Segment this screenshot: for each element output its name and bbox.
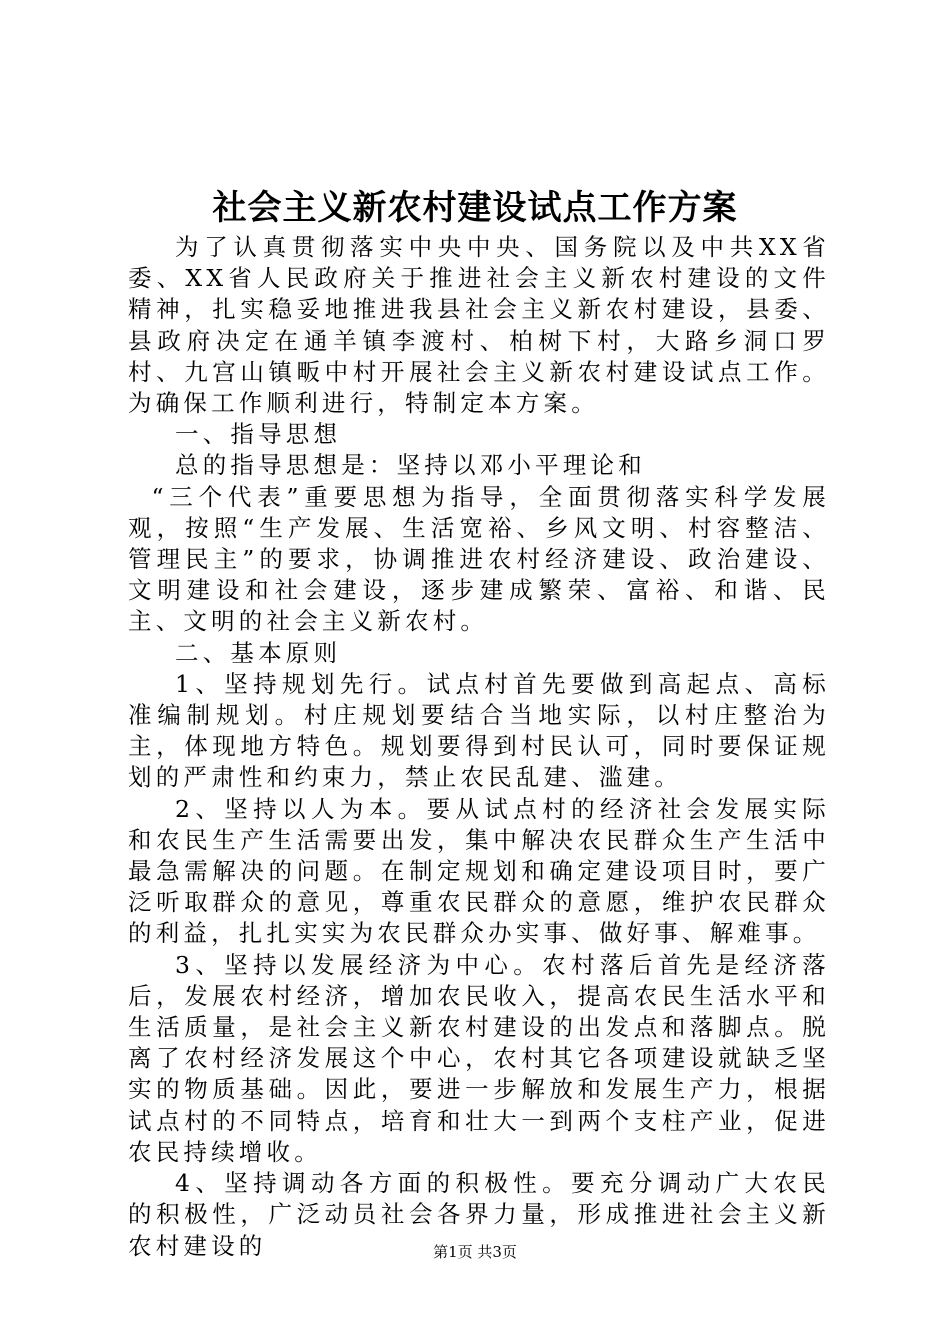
heading-basic-principles: 二、基本原则 xyxy=(175,638,342,667)
paragraph-intro: 为了认真贯彻落实中央中央、国务院以及中共XX省委、XX省人民政府关于推进社会主义新农村建设的文件精神，扎实稳妥地推进我县社会主义新农村建设，县委、县政府决定在通羊镇李渡村、柏树下村，大路乡洞口罗村、九宫山镇畈中村开展社会主义新农村建设试点工作。为确保工作顺利进行，特制定本方案。 xyxy=(128,233,830,418)
paragraph-principle-1: 1、坚持规划先行。试点村首先要做到高起点、高标准编制规划。村庄规划要结合当地实际，以村庄整治为主，体现地方特色。规划要得到村民认可，同时要保证规划的严肃性和约束力，禁止农民乱建、滥建。 xyxy=(128,669,830,792)
heading-guiding-ideology: 一、指导思想 xyxy=(175,420,342,449)
page-footer: 第1页 共3页 xyxy=(433,1243,517,1261)
document-title: 社会主义新农村建设试点工作方案 xyxy=(212,188,738,228)
paragraph-principle-2: 2、坚持以人为本。要从试点村的经济社会发展实际和农民生产生活需要出发，集中解决农民群众生产生活中最急需解决的问题。在制定规划和确定建设项目时，要广泛听取群众的意见，尊重农民群众的意愿，维护农民群众的利益，扎扎实实为农民群众办实事、做好事、解难事。 xyxy=(128,794,830,948)
document-body xyxy=(128,232,830,1262)
paragraph-guiding-ideology-lead: 总的指导思想是：坚持以邓小平理论和 xyxy=(175,451,646,480)
paragraph-principle-3: 3、坚持以发展经济为中心。农村落后首先是经济落后，发展农村经济，增加农民收入，提高农民生活水平和生活质量，是社会主义新农村建设的出发点和落脚点。脱离了农村经济发展这个中心，农村其它各项建设就缺乏坚实的物质基础。因此，要进一步解放和发展生产力，根据试点村的不同特点，培育和壮大一到两个支柱产业，促进农民持续增收。 xyxy=(128,950,830,1166)
paragraph-guiding-ideology: “三个代表”重要思想为指导，全面贯彻落实科学发展观，按照“生产发展、生活宽裕、乡风文明、村容整洁、管理民主”的要求，协调推进农村经济建设、政治建设、文明建设和社会建设，逐步建成繁荣、富裕、和谐、民主、文明的社会主义新农村。 xyxy=(128,482,830,636)
paragraph-principle-4: 4、坚持调动各方面的积极性。要充分调动广大农民的积极性，广泛动员社会各界力量，形成推进社会主义新农村建设的 xyxy=(128,1169,830,1260)
